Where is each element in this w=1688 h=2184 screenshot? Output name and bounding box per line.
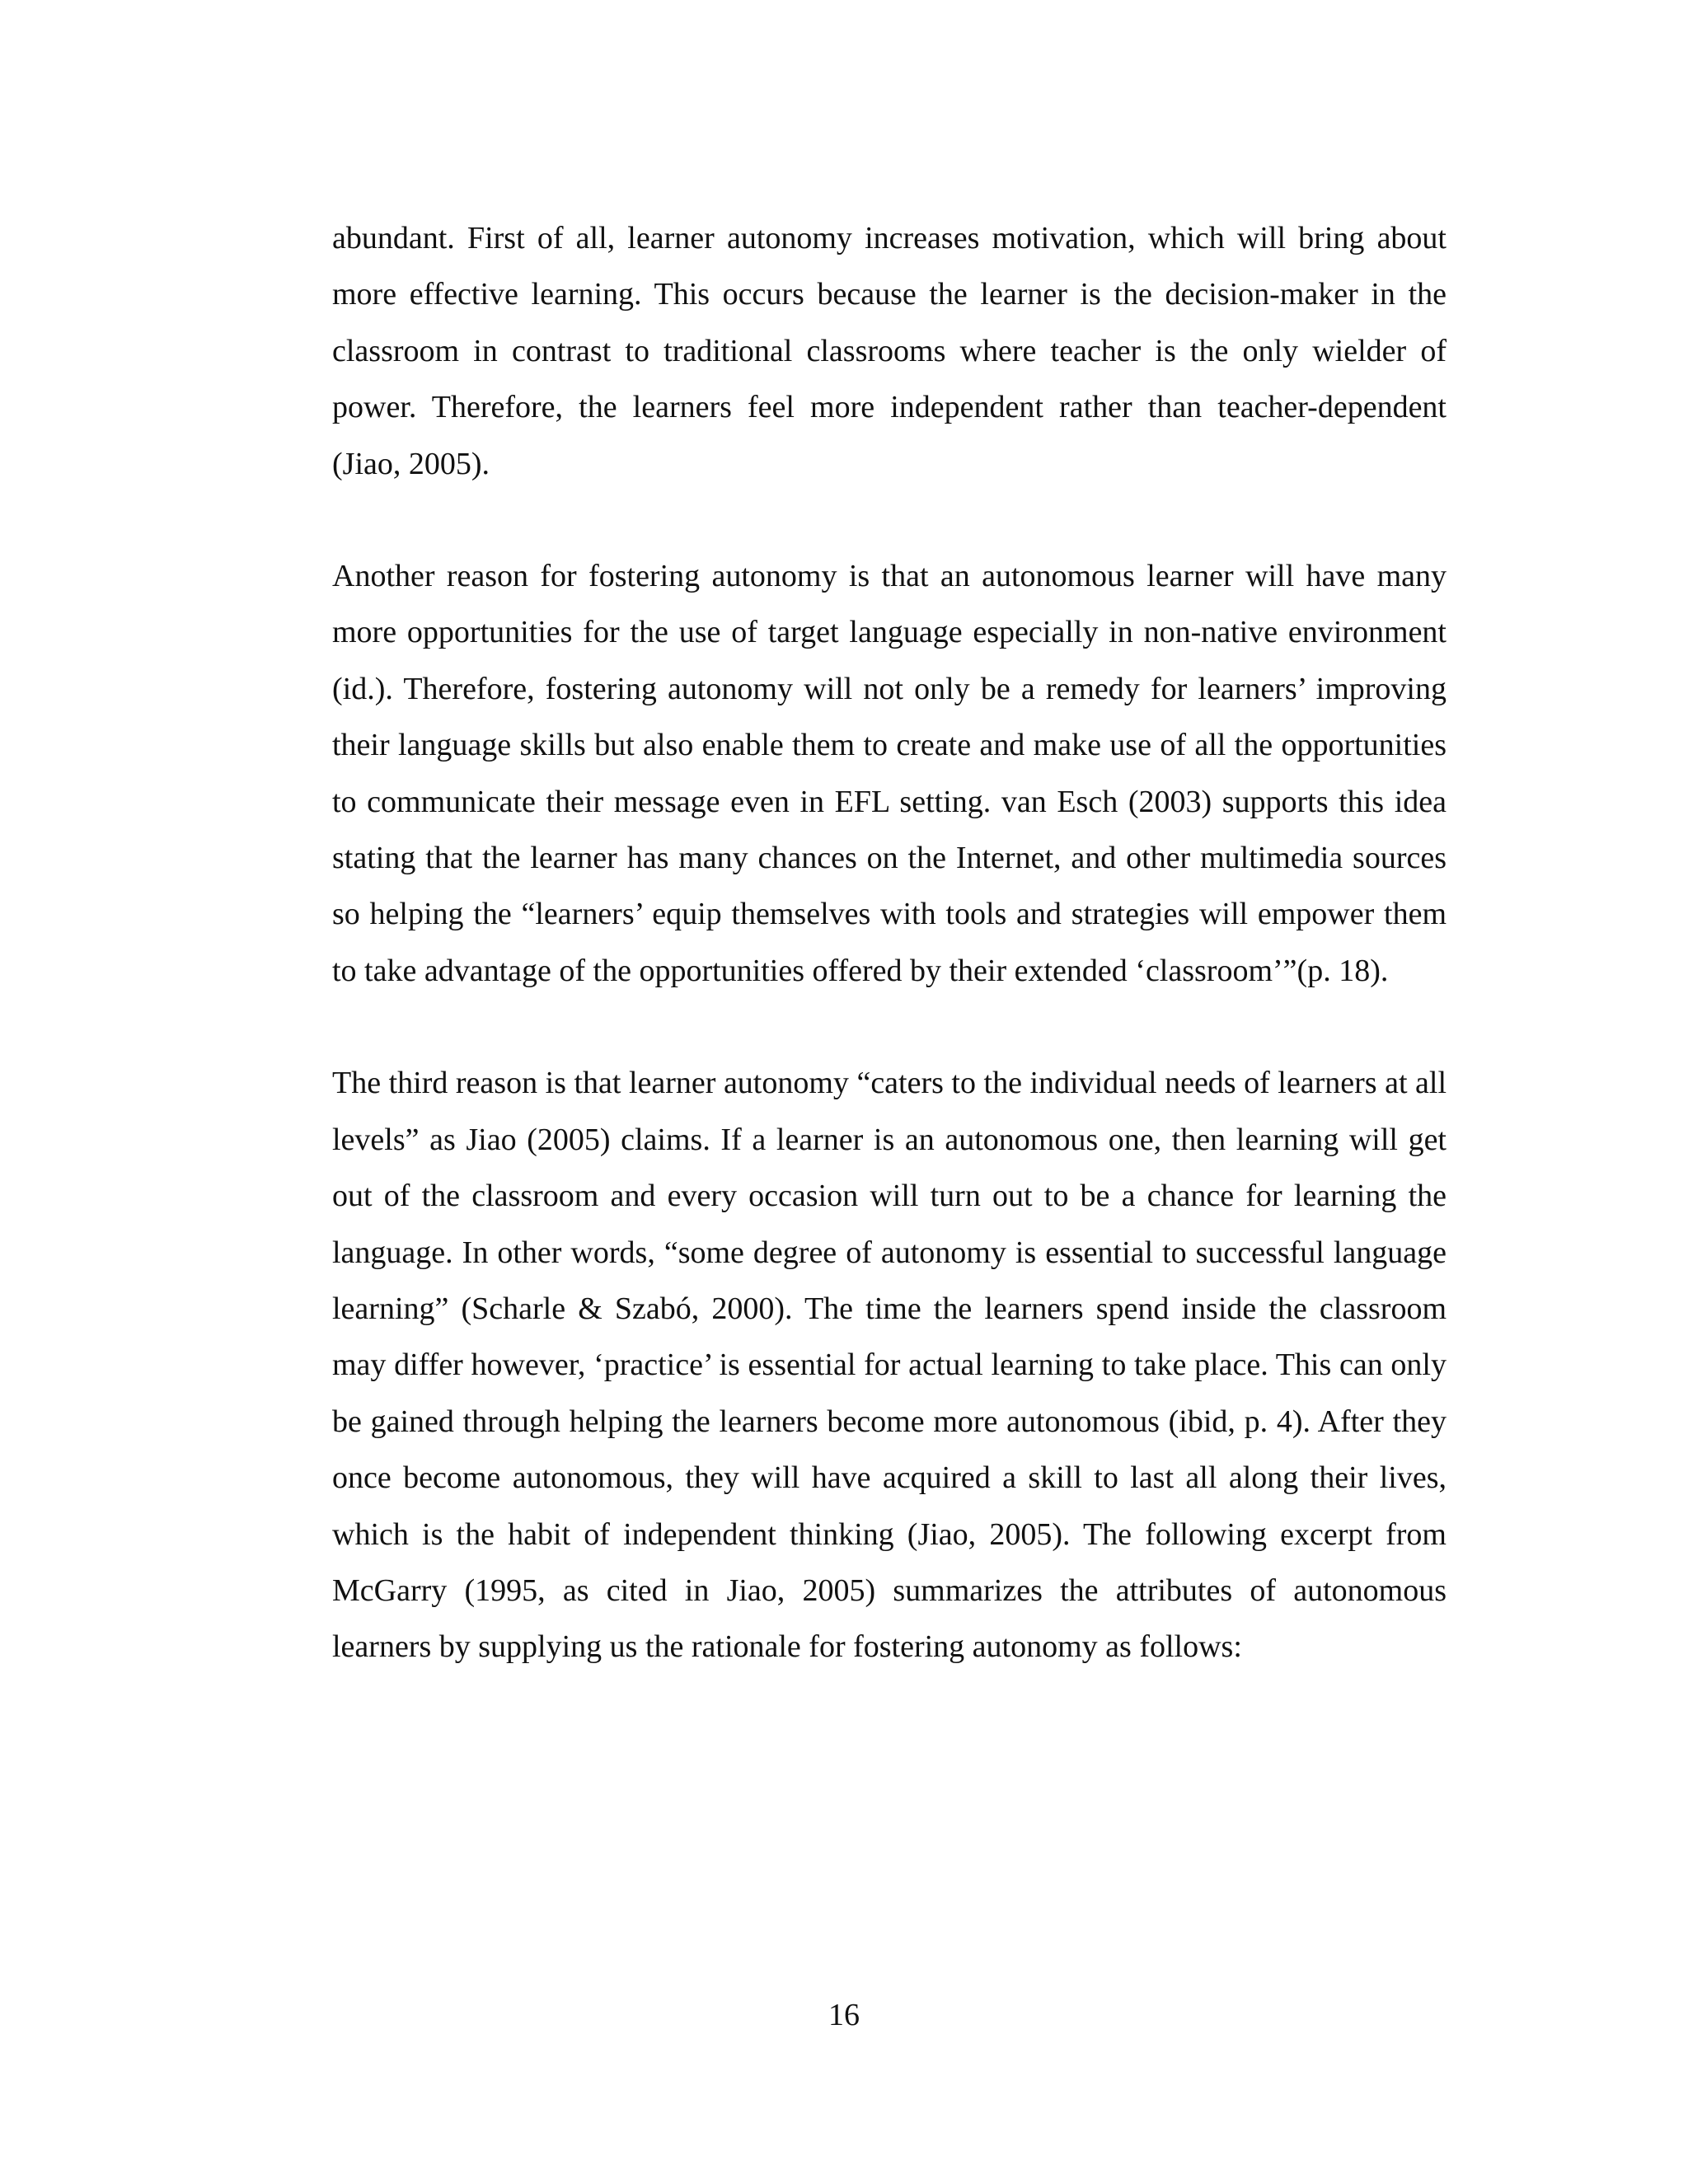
paragraph-2: Another reason for fostering autonomy is that an autonomous learner will have many more opportunities for the use of target language especially in non-native environment (id.). Therefore, fostering autonomy will not only be a remedy for learners’ improving their language skills but also enable them to create and make use of all the opportunities to communicate their message even in EFL setting. van Esch (2003) supports this idea stating that the learner has many chances on the Internet, and other multimedia sources so helping the “learners’ equip themselves with tools and strategies will empower them to take advantage of the opportunities offered by their extended ‘classroom’”(p. 18). <box>332 559 1447 988</box>
paragraph-1: abundant. First of all, learner autonomy increases motivation, which will bring about more effective learning. This occurs because the learner is the decision-maker in the classroom in contrast to traditional classrooms where teacher is the only wielder of power. Therefore, the learners feel more independent rather than teacher-dependent (Jiao, 2005). <box>332 221 1447 481</box>
paragraph-3: The third reason is that learner autonomy “caters to the individual needs of learners at all levels” as Jiao (2005) claims. If a learner is an autonomous one, then learning will get out of the classroom and every occasion will turn out to be a chance for learning the language. In other words, “some degree of autonomy is essential to successful language learning” (Scharle & Szabó, 2000). The time the learners spend inside the classroom may differ however, ‘practice’ is essential for actual learning to take place. This can only be gained through helping the learners become more autonomous (ibid, p. 4). After they once become autonomous, they will have acquired a skill to last all along their lives, which is the habit of independent thinking (Jiao, 2005). The following excerpt from McGarry (1995, as cited in Jiao, 2005) summarizes the attributes of autonomous learners by supplying us the rationale for fostering autonomy as follows: <box>332 1066 1447 1665</box>
body-text <box>332 210 1447 1732</box>
page-number: 16 <box>828 1998 860 2032</box>
